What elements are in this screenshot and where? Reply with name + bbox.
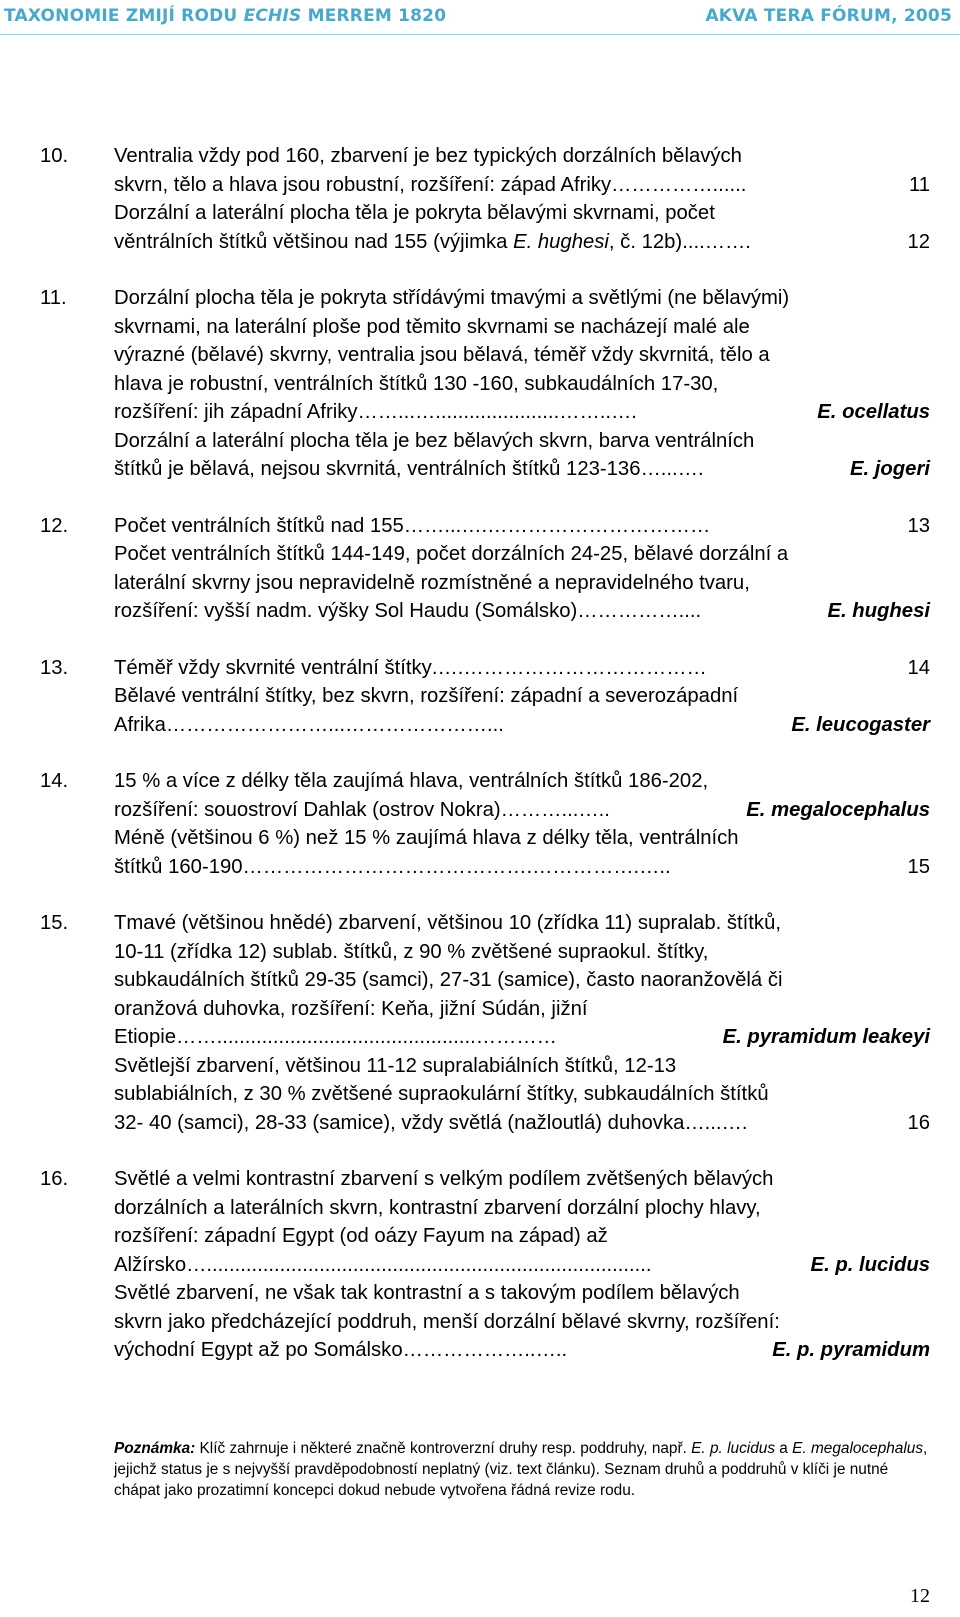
- line-lead-text: [114, 398, 357, 427]
- line-text: Tmavé (většinou hnědé) zbarvení, většinou 10 (zřídka 11) supralab. štítků,: [114, 912, 781, 934]
- key-line: [40, 512, 930, 541]
- page-header: [0, 6, 960, 32]
- line-text: Méně (většinou 6 %) než 15 % zaujímá hlava z délky těla, ventrálních: [114, 827, 739, 849]
- key-line: [40, 370, 930, 399]
- identification-key: [40, 142, 930, 1393]
- key-line: [40, 313, 930, 342]
- key-line: [40, 995, 930, 1024]
- key-line: [40, 1308, 930, 1337]
- key-entry: [40, 284, 930, 484]
- dot-leader: ……………....: [577, 600, 702, 622]
- species-result: E. hughesi: [827, 600, 930, 622]
- key-line: [40, 1279, 930, 1308]
- key-line: [40, 171, 930, 200]
- line-text: Dorzální a laterální plocha těla je pokryta bělavými skvrnami, počet: [114, 202, 715, 224]
- key-line: [40, 796, 930, 825]
- header-source: AKVA TERA FÓRUM, 2005: [705, 6, 952, 26]
- text-fragment: , č. 12b): [608, 230, 683, 253]
- text-fragment: Afrika: [114, 713, 166, 736]
- couplet-reference: 16: [907, 1111, 930, 1134]
- text-fragment: Téměř vždy skvrnité ventrální štítky: [114, 656, 432, 679]
- couplet-reference: 11: [908, 173, 930, 196]
- dot-leader: .….………………………………: [431, 656, 707, 679]
- key-line: [40, 1222, 930, 1251]
- line-text: 15 % a více z délky těla zaujímá hlava, ventrálních štítků 186-202,: [114, 770, 709, 792]
- key-entry: [40, 142, 930, 256]
- line-lead-text: [114, 1336, 403, 1365]
- key-line: [40, 341, 930, 370]
- dot-leader: ……………………...…………………...: [165, 713, 504, 736]
- species-result: E. p. lucidus: [810, 1253, 930, 1276]
- line-text: Dorzální a laterální plocha těla je bez bělavých skvrn, barva ventrálních: [114, 429, 755, 452]
- line-text: [114, 597, 930, 626]
- key-line: [40, 767, 930, 796]
- line-text: Světlejší zbarvení, většinou 11-12 supralabiálních štítků, 12-13: [114, 1054, 677, 1077]
- couplet-number: 15.: [40, 912, 69, 934]
- couplet-number: 10.: [40, 145, 69, 167]
- line-text: Bělavé ventrální štítky, bez skvrn, rozšíření: západní a severozápadní: [114, 685, 739, 707]
- line-lead-text: [114, 1251, 186, 1280]
- line-text: subkaudálních štítků 29-35 (samci), 27-31 (samice), často naoranžovělá či: [114, 969, 783, 991]
- species-name-inline: E. hughesi: [513, 230, 609, 253]
- key-line: [40, 1109, 930, 1138]
- dot-leader: ……………......: [611, 173, 747, 196]
- line-lead-text: [114, 711, 166, 740]
- key-line: [40, 199, 930, 228]
- line-text: [114, 1251, 930, 1280]
- key-line: [40, 597, 930, 626]
- dot-leader: ....…….: [682, 230, 751, 253]
- line-text: výrazné (bělavé) skvrny, ventralia jsou bělavá, téměř vždy skvrnitá, tělo a: [114, 344, 770, 366]
- key-line: [40, 540, 930, 569]
- key-line: [40, 569, 930, 598]
- dot-leader: ……...…......................……..….: [357, 401, 637, 423]
- dot-leader: ……...….……………………………: [403, 514, 711, 537]
- header-title: TAXONOMIE ZMIJÍ RODU ECHIS MERREM 1820: [4, 6, 447, 26]
- key-line: [40, 284, 930, 313]
- line-text: 10-11 (zřídka 12) sublab. štítků, z 90 % zvětšené supraokul. štítky,: [114, 940, 709, 963]
- key-line: [40, 1336, 930, 1365]
- species-result: E. ocellatus: [817, 401, 930, 423]
- key-line: [40, 1052, 930, 1081]
- species-result: E. p. pyramidum: [772, 1339, 930, 1361]
- species-result: E. jogeri: [849, 458, 930, 480]
- species-result: E. megalocephalus: [746, 798, 930, 821]
- dot-leader: …...….: [640, 458, 704, 480]
- line-lead-text: [114, 455, 640, 484]
- line-text: [114, 455, 930, 484]
- line-text: Světlé zbarvení, ne však tak kontrastní a s takovým podílem bělavých: [114, 1282, 740, 1304]
- key-line: [40, 228, 930, 257]
- dot-leader: ……..............................................…………: [176, 1026, 557, 1048]
- line-lead-text: [114, 654, 432, 683]
- key-entry: [40, 909, 930, 1137]
- dot-leader: ………………..…..: [402, 1339, 568, 1361]
- line-text: sublabiálních, z 30 % zvětšené supraokulární štítky, subkaudálních štítků: [114, 1083, 769, 1105]
- couplet-number: 13.: [40, 656, 69, 679]
- line-lead-text: [114, 853, 243, 882]
- key-line: [40, 1080, 930, 1109]
- footnote: Poznámka: Klíč zahrnuje i některé značně kontroverzní druhy resp. poddruhy, např. E. p. lucidus a E. megalocephalus, jejichž status je s nejvyšší pravděpodobností neplatný (viz. text článku). Seznam druhů a poddruhů v klíči je nutné chápat jako prozatimní koncepci dokud nebude vytvořena řádná revize rodu.: [114, 1440, 928, 1499]
- page-number: 12: [910, 1585, 930, 1607]
- line-lead-text: [114, 597, 577, 626]
- key-line: [40, 1165, 930, 1194]
- key-line: [40, 938, 930, 967]
- key-line: [40, 427, 930, 456]
- line-text: oranžová duhovka, rozšíření: Keňa, jižní Súdán, jižní: [114, 997, 588, 1020]
- dot-leader: …...............................................................................: [186, 1253, 652, 1276]
- line-text: Ventralia vždy pod 160, zbarvení je bez typických dorzálních bělavých: [114, 145, 742, 167]
- key-line: [40, 1251, 930, 1280]
- dot-leader: …...….: [684, 1111, 748, 1134]
- couplet-reference: 15: [907, 855, 930, 878]
- line-text: [114, 1336, 930, 1365]
- key-line: [40, 654, 930, 683]
- key-entry: [40, 512, 930, 626]
- text-fragment: věntrálních štítků většinou nad 155 (výjimka: [114, 230, 514, 253]
- couplet-number: 16.: [40, 1168, 69, 1190]
- couplet-number: 11.: [40, 287, 67, 309]
- line-text: [114, 1109, 930, 1138]
- line-text: [114, 1023, 930, 1052]
- dot-leader: ………...…..: [500, 798, 610, 821]
- text-fragment: skvrn, tělo a hlava jsou robustní, rozšíření: západ Afriky: [114, 173, 612, 196]
- line-text: Světlé a velmi kontrastní zbarvení s velkým podílem zvětšených bělavých: [114, 1168, 774, 1190]
- text-fragment: rozšíření: jih západní Afriky: [114, 401, 358, 423]
- text-fragment: Alžírsko: [114, 1253, 187, 1276]
- line-lead-text: [114, 1109, 684, 1138]
- header-divider: [0, 34, 960, 35]
- line-text: Počet ventrálních štítků 144-149, počet dorzálních 24-25, bělavé dorzální a: [114, 543, 789, 565]
- line-lead-text: [114, 1023, 176, 1052]
- key-line: [40, 909, 930, 938]
- key-entry: [40, 767, 930, 881]
- line-text: [114, 228, 930, 257]
- line-text: [114, 711, 930, 740]
- line-text: [114, 512, 930, 541]
- couplet-number: 12.: [40, 514, 69, 537]
- line-lead-text: [114, 228, 682, 257]
- line-text: laterální skvrny jsou nepravidelně rozmístněné a nepravidelného tvaru,: [114, 571, 750, 594]
- couplet-reference: 14: [907, 656, 930, 679]
- text-fragment: východní Egypt až po Somálsko: [114, 1339, 403, 1361]
- text-fragment: rozšíření: souostroví Dahlak (ostrov Nokra): [114, 798, 501, 821]
- text-fragment: štítků 160-190: [114, 855, 243, 878]
- key-line: [40, 142, 930, 171]
- line-text: [114, 853, 930, 882]
- key-entry: [40, 1165, 930, 1365]
- key-line: [40, 398, 930, 427]
- line-lead-text: [114, 171, 611, 200]
- species-result: E. pyramidum leakeyi: [722, 1026, 930, 1048]
- text-fragment: rozšíření: vyšší nadm. výšky Sol Haudu (Somálsko): [114, 600, 578, 622]
- couplet-reference: 13: [907, 514, 930, 537]
- line-text: skvrn jako předcházející poddruh, menší dorzální bělavé skvrny, rozšíření:: [114, 1310, 780, 1333]
- text-fragment: Etiopie: [114, 1026, 177, 1048]
- key-entry: [40, 654, 930, 740]
- couplet-number: 14.: [40, 770, 69, 792]
- line-lead-text: [114, 512, 404, 541]
- key-line: [40, 1194, 930, 1223]
- line-text: skvrnami, na laterální ploše pod těmito skvrnami se nacházejí malé ale: [114, 315, 750, 338]
- line-text: [114, 398, 930, 427]
- couplet-reference: 12: [907, 230, 930, 253]
- line-text: Dorzální plocha těla je pokryta střídávými tmavými a světlými (ne bělavými): [114, 287, 790, 309]
- key-line: [40, 966, 930, 995]
- line-text: hlava je robustní, ventrálních štítků 130 -160, subkaudálních 17-30,: [114, 372, 719, 395]
- line-text: [114, 654, 930, 683]
- key-line: [40, 455, 930, 484]
- text-fragment: Počet ventrálních štítků nad 155: [114, 514, 404, 537]
- key-line: [40, 1023, 930, 1052]
- line-text: rozšíření: západní Egypt (od oázy Fayum na západ) až: [114, 1225, 608, 1247]
- line-text: dorzálních a laterálních skvrn, kontrastní zbarvení dorzální plochy hlavy,: [114, 1196, 761, 1219]
- line-lead-text: [114, 796, 501, 825]
- key-line: [40, 711, 930, 740]
- text-fragment: štítků je bělavá, nejsou skvrnitá, ventrálních štítků 123-136: [114, 458, 641, 480]
- species-result: E. leucogaster: [791, 713, 930, 736]
- key-line: [40, 682, 930, 711]
- text-fragment: 32- 40 (samci), 28-33 (samice), vždy světlá (nažloutlá) duhovka: [114, 1111, 685, 1134]
- line-text: [114, 796, 930, 825]
- dot-leader: …………………………………….…………….…..: [242, 855, 671, 878]
- line-text: [114, 171, 930, 200]
- key-line: [40, 824, 930, 853]
- key-line: [40, 853, 930, 882]
